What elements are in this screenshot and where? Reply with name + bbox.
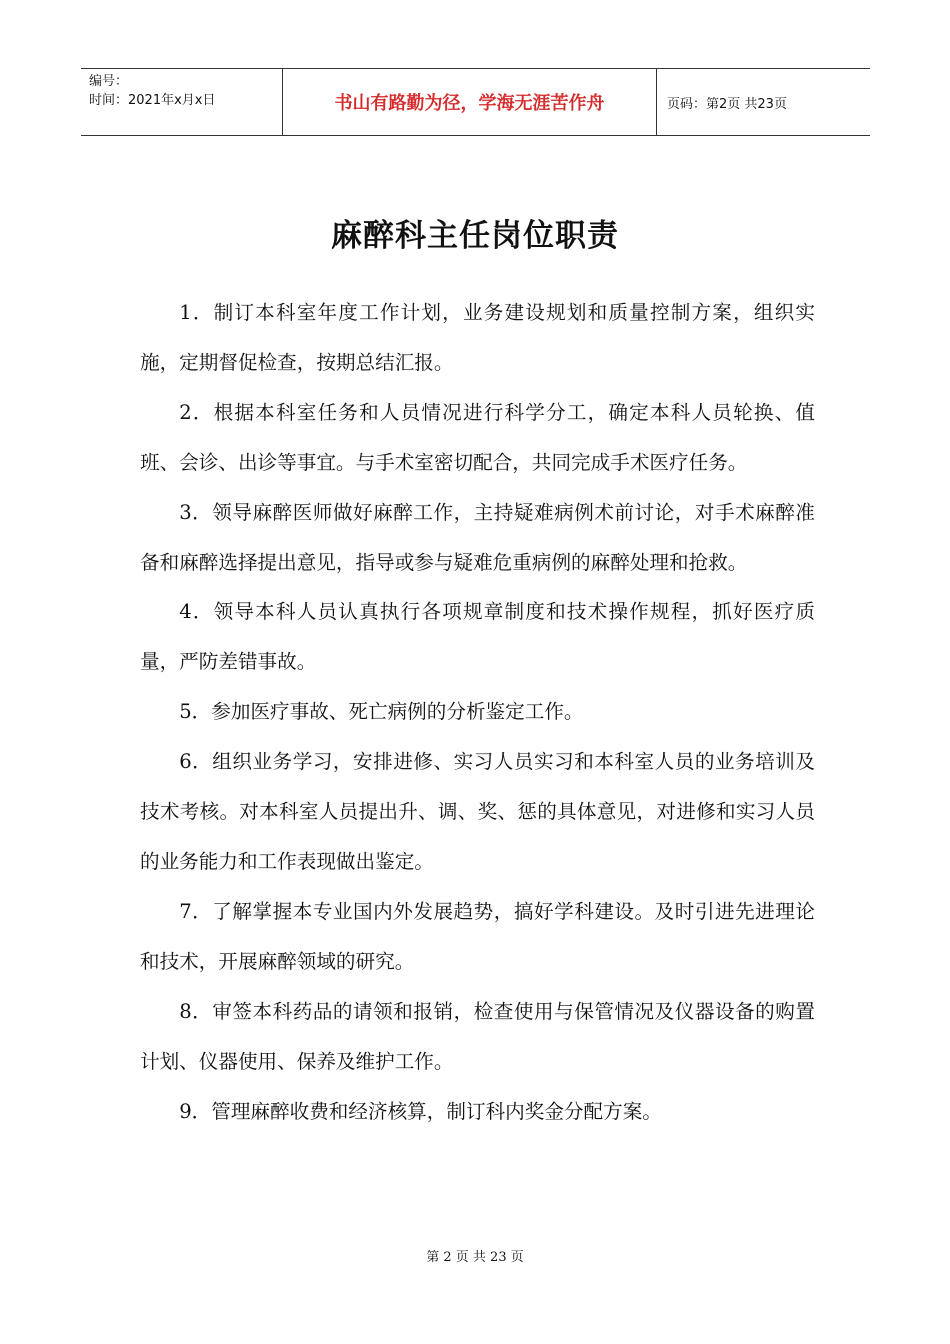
duty-item-2: 2．根据本科室任务和人员情况进行科学分工，确定本科人员轮换、值班、会诊、出诊等事宜。与手术室密切配合，共同完成手术医疗任务。 — [140, 400, 815, 474]
document-title: 麻醉科主任岗位职责 — [331, 218, 619, 254]
duty-item-5: 5．参加医疗事故、死亡病例的分析鉴定工作。 — [179, 700, 584, 724]
document-number-label: 编号： — [89, 74, 129, 89]
page-footer — [0, 1246, 950, 1265]
duty-item-6: 6．组织业务学习，安排进修、实习人员实习和本科室人员的业务培训及技术考核。对本科室人员提出升、调、奖、惩的具体意见，对进修和实习人员的业务能力和工作表现做出鉴定。 — [140, 750, 815, 873]
duty-item-1: 1．制订本科室年度工作计划，业务建设规划和质量控制方案，组织实施，定期督促检查，按期总结汇报。 — [140, 301, 815, 374]
duty-item-9: 9．管理麻醉收费和经济核算，制订科内奖金分配方案。 — [179, 1099, 662, 1123]
document-body — [140, 288, 815, 1136]
duty-item-3: 3．领导麻醉医师做好麻醉工作，主持疑难病例术前讨论，对手术麻醉准备和麻醉选择提出意见，指导或参与疑难危重病例的麻醉处理和抢救。 — [140, 500, 815, 574]
header-page-info: 页码：第2页 共23页 — [667, 96, 787, 112]
header-table — [81, 68, 870, 136]
duty-item-8: 8．审签本科药品的请领和报销，检查使用与保管情况及仪器设备的购置计划、仪器使用、保养及维护工作。 — [140, 999, 815, 1073]
header-slogan-cell — [282, 69, 657, 135]
duty-item-4: 4．领导本科人员认真执行各项规章制度和技术操作规程，抓好医疗质量，严防差错事故。 — [140, 600, 815, 674]
header-meta-cell — [81, 69, 282, 135]
footer-page-label: 第 2 页 共 23 页 — [426, 1250, 524, 1265]
document-time-label: 时间：2021年x月x日 — [89, 93, 216, 108]
header-page-cell — [657, 69, 870, 135]
header-slogan: 书山有路勤为径，学海无涯苦作舟 — [334, 93, 605, 114]
duty-item-7: 7．了解掌握本专业国内外发展趋势，搞好学科建设。及时引进先进理论和技术，开展麻醉领域的研究。 — [140, 899, 815, 973]
